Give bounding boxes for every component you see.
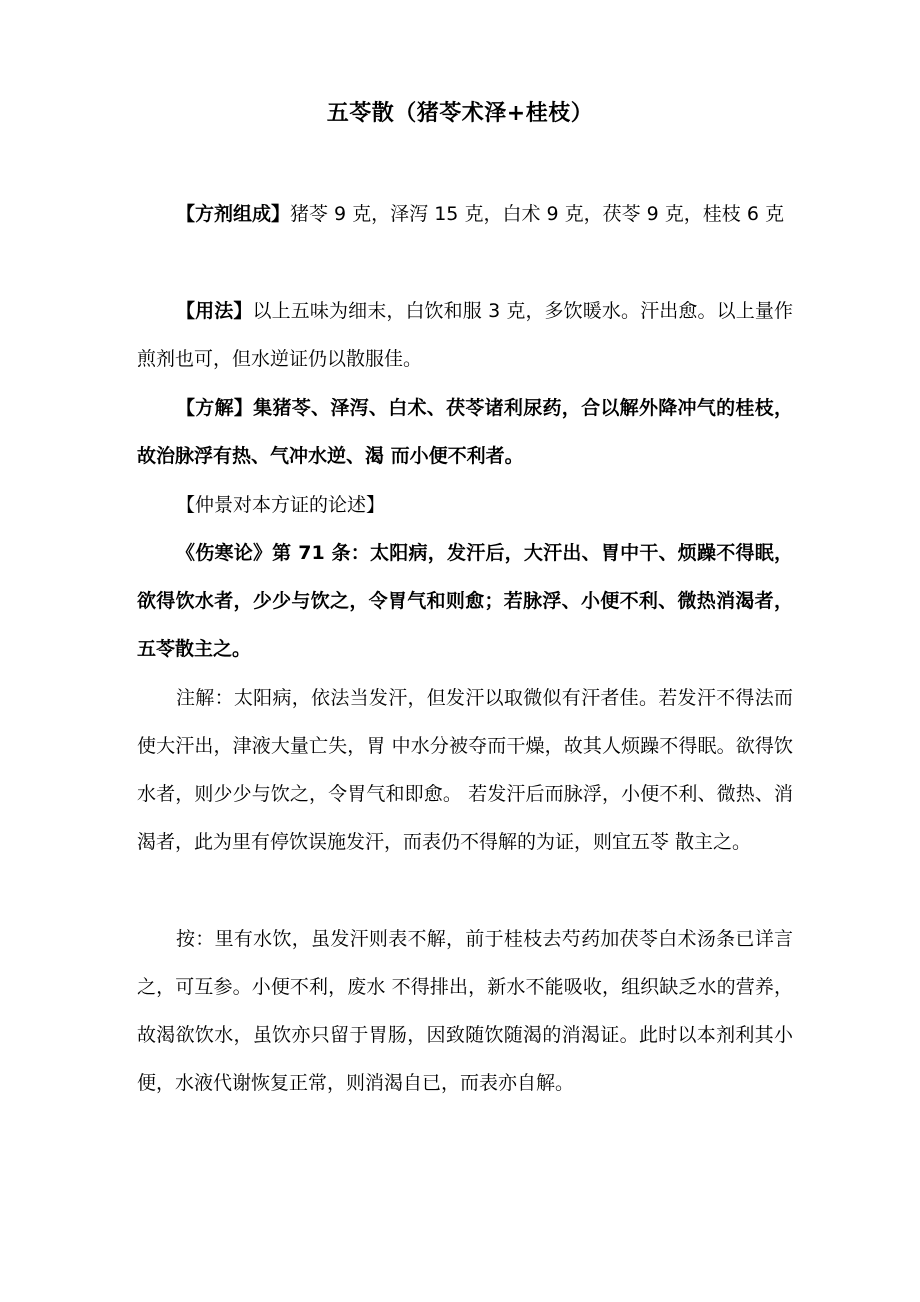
explanation-label: 【方解】 [176, 397, 254, 419]
shanghan-source: 《伤寒论》第 71 条： [176, 542, 371, 564]
composition-label: 【方剂组成】 [176, 203, 291, 225]
shanghan-text: 太阳病，发汗后，大汗出、胃中干、烦躁不得眠，欲得饮水者，少少与饮之，令胃气和则愈；若脉浮、小便不利、微热消渴者，五苓散主之。 [137, 542, 793, 660]
usage-text: 以上五味为细末，白饮和服 3 克，多饮暖水。汗出愈。以上量作煎剂也可，但水逆证仍以散服佳。 [137, 300, 793, 370]
note-paragraph: 按：里有水饮，虽发汗则表不解，前于桂枝去芍药加茯苓白术汤条已详言之，可互参。小便不利，废水 不得排出，新水不能吸收，组织缺乏水的营养，故渴欲饮水，虽饮亦只留于胃肠，因致随饮随渴的消渴证。此时以本剂利其小便，水液代谢恢复正常，则消渴自已，而表亦自解。 [137, 928, 793, 1094]
composition-paragraph [137, 190, 793, 238]
explanation-paragraph [137, 384, 793, 480]
explanation-text: 集猪苓、泽泻、白术、茯苓诸利尿药，合以解外降冲气的桂枝，故治脉浮有热、气冲水逆、渴 而小便不利者。 [137, 397, 793, 467]
shanghan-paragraph [137, 529, 793, 673]
usage-paragraph [137, 287, 793, 383]
zhongjing-heading: 【仲景对本方证的论述】 [176, 494, 386, 516]
usage-label: 【用法】 [176, 300, 253, 322]
composition-text: 猪苓 9 克，泽泻 15 克，白术 9 克，茯苓 9 克，桂枝 6 克 [290, 203, 784, 225]
annotation-paragraph: 注解：太阳病，依法当发汗，但发汗以取微似有汗者佳。若发汗不得法而使大汗出，津液大量亡失，胃 中水分被夺而干燥，故其人烦躁不得眠。欲得饮水者，则少少与饮之，令胃气和即愈。 若发汗后而脉浮，小便不利、微热、消渴者，此为里有停饮误施发汗，而表仍不得解的为证，则宜五苓 散主之。 [137, 687, 793, 853]
document-title: 五苓散（猪苓术泽+桂枝） [326, 101, 594, 126]
